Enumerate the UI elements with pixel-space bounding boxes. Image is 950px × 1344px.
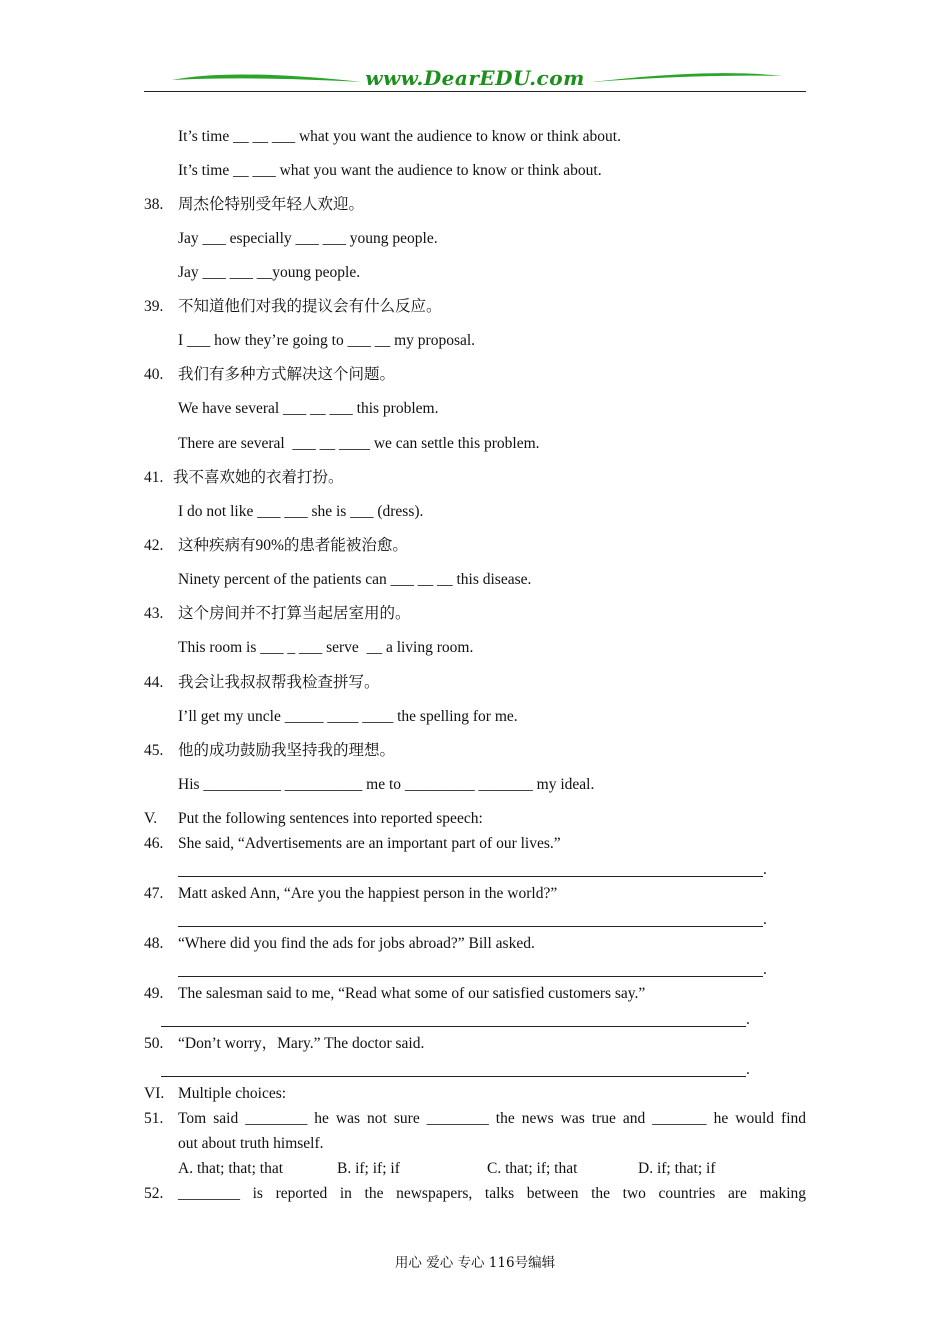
answer-period: . (763, 861, 767, 878)
section-number: V. (144, 810, 158, 827)
sentence-line: Ninety percent of the patients can ___ __ __ this disease. (178, 571, 532, 588)
answer-line[interactable] (178, 926, 763, 927)
sentence-line: It’s time __ ___ what you want the audience to know or think about. (178, 162, 602, 179)
sentence-line: Jay ___ especially ___ ___ young people. (178, 230, 438, 247)
section-title: Multiple choices: (178, 1085, 287, 1102)
answer-line[interactable] (178, 876, 763, 877)
option-d[interactable]: D. if; that; if (638, 1160, 716, 1177)
question-number: 40. (144, 366, 164, 383)
section-title: Put the following sentences into reported speech: (178, 810, 483, 827)
sentence-line: I do not like ___ ___ she is ___ (dress). (178, 503, 424, 520)
question-number: 46. (144, 835, 164, 852)
chinese-prompt: 周杰伦特别受年轻人欢迎。 (178, 196, 365, 213)
chinese-prompt: 这个房间并不打算当起居室用的。 (178, 605, 411, 622)
sentence-line: His __________ __________ me to _________ _______ my ideal. (178, 776, 595, 793)
sentence-line: This room is ___ _ ___ serve __ a living room. (178, 639, 474, 656)
question-text: “Where did you find the ads for jobs abroad?” Bill asked. (178, 935, 535, 952)
answer-period: . (763, 911, 767, 928)
question-number: 44. (144, 674, 164, 691)
question-number: 47. (144, 885, 164, 902)
question-number: 51. (144, 1110, 164, 1127)
question-number: 42. (144, 537, 164, 554)
answer-period: . (746, 1061, 750, 1078)
question-number: 49. (144, 985, 164, 1002)
question-text: Tom said ________ he was not sure ________ the news was true and _______ he would find (178, 1110, 806, 1127)
question-number: 48. (144, 935, 164, 952)
answer-line[interactable] (161, 1076, 746, 1077)
chinese-prompt: 我不喜欢她的衣着打扮。 (173, 469, 344, 486)
question-number: 39. (144, 298, 164, 315)
question-text: ________ is reported in the newspapers, talks between the two countries are making (178, 1185, 806, 1202)
answer-period: . (746, 1011, 750, 1028)
section-number: VI. (144, 1085, 165, 1102)
answer-line[interactable] (161, 1026, 746, 1027)
question-number: 50. (144, 1035, 164, 1052)
chinese-prompt: 不知道他们对我的提议会有什么反应。 (178, 298, 442, 315)
sentence-line: We have several ___ __ ___ this problem. (178, 400, 439, 417)
question-text: She said, “Advertisements are an important part of our lives.” (178, 835, 561, 852)
option-b[interactable]: B. if; if; if (337, 1160, 400, 1177)
question-number: 52. (144, 1185, 164, 1202)
sentence-line: It’s time __ __ ___ what you want the audience to know or think about. (178, 128, 621, 145)
header-rule (144, 91, 806, 92)
option-c[interactable]: C. that; if; that (487, 1160, 578, 1177)
chinese-prompt: 这种疾病有90%的患者能被治愈。 (178, 537, 408, 554)
answer-period: . (763, 961, 767, 978)
question-number: 43. (144, 605, 164, 622)
question-text-continued: out about truth himself. (178, 1135, 324, 1152)
sentence-line: I ___ how they’re going to ___ __ my proposal. (178, 332, 476, 349)
page-footer: 用心 爱心 专心 116号编辑 (394, 1255, 556, 1271)
sentence-line: Jay ___ ___ __young people. (178, 264, 361, 281)
answer-line[interactable] (178, 976, 763, 977)
sentence-line: I’ll get my uncle _____ ____ ____ the spelling for me. (178, 708, 518, 725)
site-logo[interactable]: www.DearEDU.com (365, 66, 585, 90)
question-text: “Don’t worry，Mary.” The doctor said. (178, 1035, 425, 1052)
question-number: 41. (144, 469, 164, 486)
right-swoosh-decoration (592, 68, 792, 90)
chinese-prompt: 我们有多种方式解决这个问题。 (178, 366, 396, 383)
option-a[interactable]: A. that; that; that (178, 1160, 284, 1177)
question-text: Matt asked Ann, “Are you the happiest person in the world?” (178, 885, 558, 902)
page-header (144, 62, 806, 92)
question-text: The salesman said to me, “Read what some of our satisfied customers say.” (178, 985, 646, 1002)
chinese-prompt: 他的成功鼓励我坚持我的理想。 (178, 742, 396, 759)
question-number: 45. (144, 742, 164, 759)
sentence-line: There are several ___ __ ____ we can settle this problem. (178, 435, 540, 452)
chinese-prompt: 我会让我叔叔帮我检查拼写。 (178, 674, 380, 691)
question-number: 38. (144, 196, 164, 213)
